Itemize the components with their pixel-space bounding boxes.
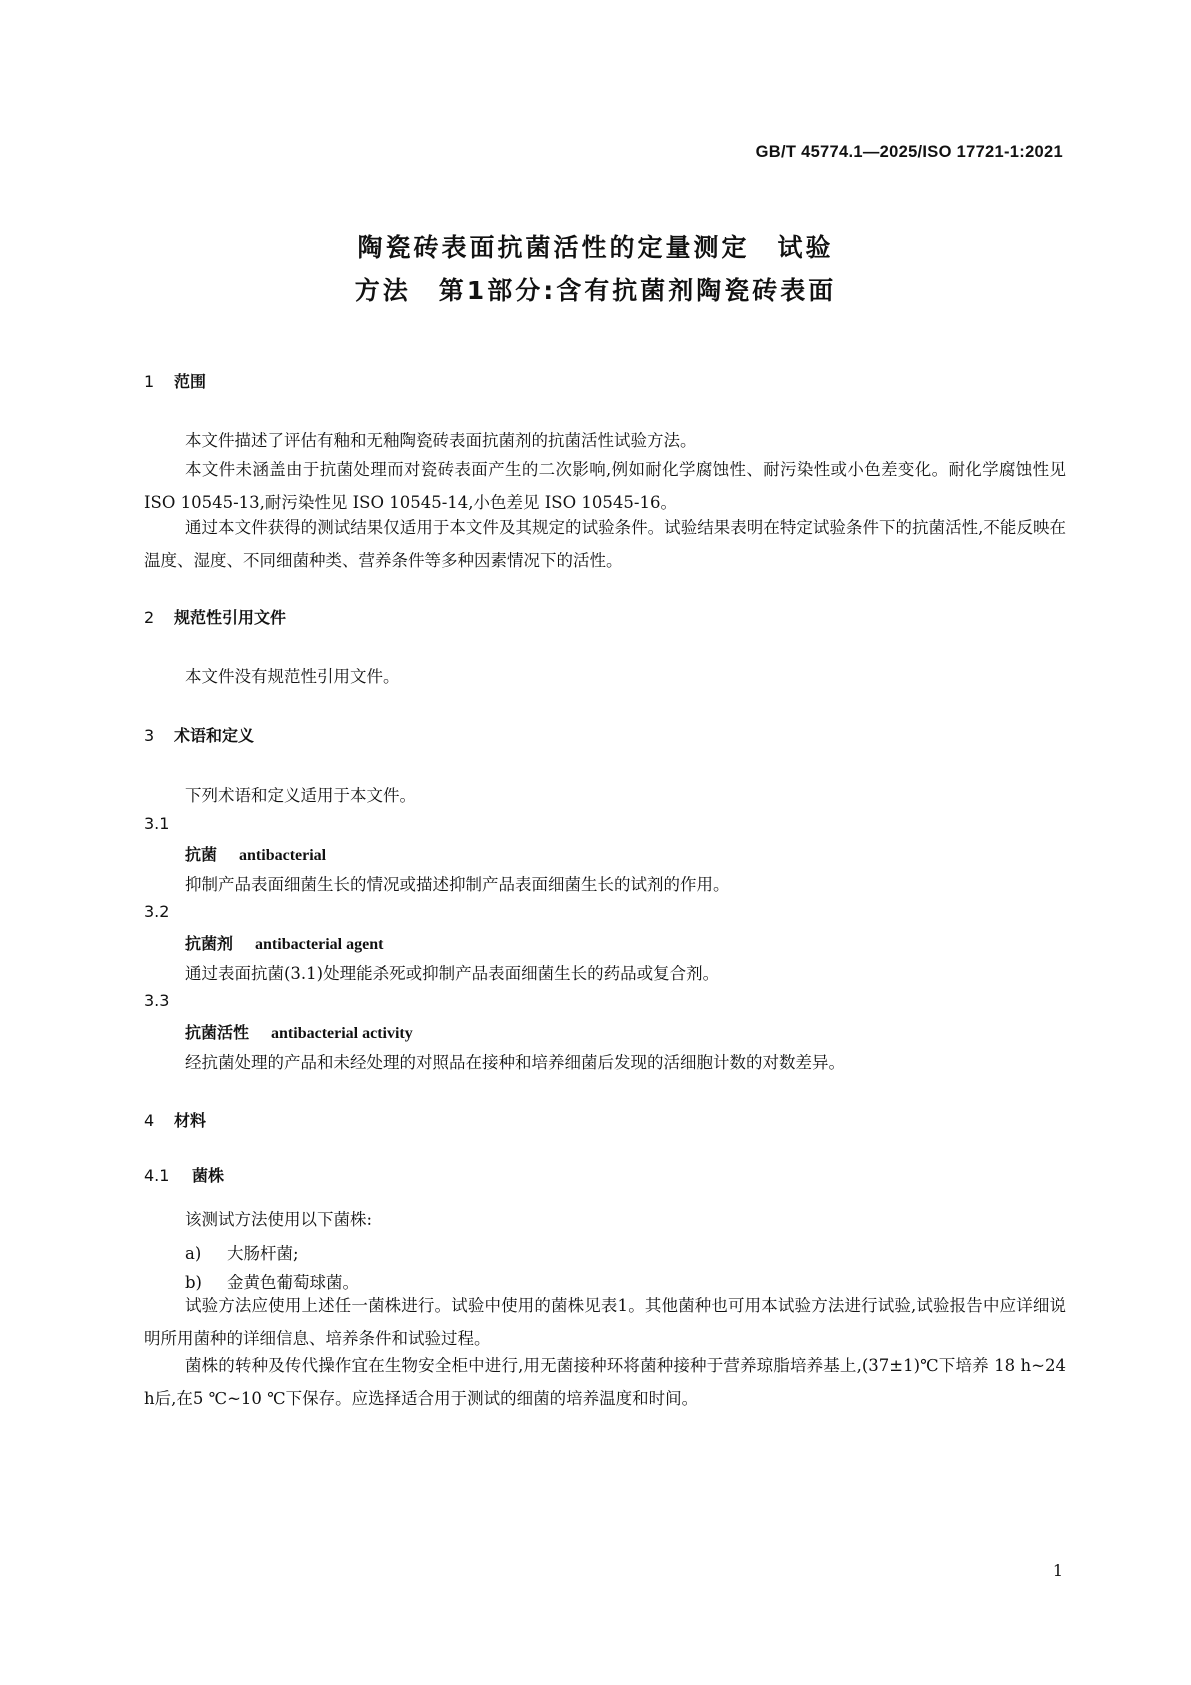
term-name (185, 842, 326, 865)
list-text: 大肠杆菌; (227, 1244, 299, 1263)
section-number: 3 (144, 726, 155, 745)
term-name-en: antibacterial activity (271, 1025, 413, 1042)
section-title: 材料 (174, 1111, 207, 1130)
term-name (185, 1020, 413, 1043)
section-number: 4 (144, 1111, 155, 1130)
term-name-en: antibacterial (239, 847, 327, 864)
term-definition: 经抗菌处理的产品和未经处理的对照品在接种和培养细菌后发现的活细胞计数的对数差异。 (185, 1053, 845, 1072)
section-3-intro: 下列术语和定义适用于本文件。 (185, 786, 416, 805)
subsection-title: 菌株 (192, 1166, 225, 1185)
list-item (185, 1240, 299, 1264)
subsection-4-1-paragraph-2: 菌株的转种及传代操作宜在生物安全柜中进行,用无菌接种环将菌种接种于营养琼脂培养基上,(37±1)℃下培养 18 h~24 h后,在5 ℃~10 ℃下保存。应选择适合用于测试的细菌的培养温度和时间。 (144, 1356, 1066, 1408)
section-4-heading (144, 1108, 206, 1131)
term-definition: 通过表面抗菌(3.1)处理能杀死或抑制产品表面细菌生长的药品或复合剂。 (185, 964, 720, 983)
list-marker: a) (185, 1244, 202, 1263)
section-number: 2 (144, 608, 155, 627)
section-2-heading (144, 605, 286, 628)
section-1-paragraph-1: 本文件描述了评估有釉和无釉陶瓷砖表面抗菌剂的抗菌活性试验方法。 (185, 431, 697, 450)
term-number: 3.3 (144, 991, 170, 1010)
title-line-1: 陶瓷砖表面抗菌活性的定量测定 试验 (357, 233, 834, 262)
term-name-en: antibacterial agent (255, 936, 384, 953)
term-number: 3.1 (144, 814, 170, 833)
subsection-4-1-heading (144, 1163, 224, 1186)
section-number: 1 (144, 372, 155, 391)
list-text: 金黄色葡萄球菌。 (227, 1273, 359, 1292)
section-1-heading (144, 369, 206, 392)
section-title: 术语和定义 (174, 726, 255, 745)
term-definition: 抑制产品表面细菌生长的情况或描述抑制产品表面细菌生长的试剂的作用。 (185, 875, 730, 894)
section-title: 范围 (174, 372, 207, 391)
term-name-cn: 抗菌 (185, 845, 218, 864)
section-title: 规范性引用文件 (174, 608, 287, 627)
section-3-heading (144, 723, 254, 746)
subsection-4-1-paragraph-1: 试验方法应使用上述任一菌株进行。试验中使用的菌株见表1。其他菌种也可用本试验方法进行试验,试验报告中应详细说明所用菌种的详细信息、培养条件和试验过程。 (144, 1296, 1066, 1348)
term-number: 3.2 (144, 902, 170, 921)
section-1-paragraph-2: 本文件未涵盖由于抗菌处理而对瓷砖表面产生的二次影响,例如耐化学腐蚀性、耐污染性或小色差变化。耐化学腐蚀性见 ISO 10545-13,耐污染性见 ISO 10545-14,小色差见 ISO 10545-16。 (144, 460, 1066, 512)
term-name (185, 931, 383, 954)
page-number: 1 (1052, 1561, 1063, 1580)
term-name-cn: 抗菌剂 (185, 934, 234, 953)
term-name-cn: 抗菌活性 (185, 1023, 250, 1042)
section-2-paragraph-1: 本文件没有规范性引用文件。 (185, 667, 400, 686)
title-line-2: 方法 第1部分:含有抗菌剂陶瓷砖表面 (354, 276, 837, 305)
section-1-paragraph-3: 通过本文件获得的测试结果仅适用于本文件及其规定的试验条件。试验结果表明在特定试验条件下的抗菌活性,不能反映在温度、湿度、不同细菌种类、营养条件等多种因素情况下的活性。 (144, 518, 1066, 570)
document-code: GB/T 45774.1—2025/ISO 17721-1:2021 (755, 143, 1063, 161)
subsection-number: 4.1 (144, 1166, 170, 1185)
list-marker: b) (185, 1273, 202, 1292)
subsection-4-1-intro: 该测试方法使用以下菌株: (185, 1210, 373, 1229)
